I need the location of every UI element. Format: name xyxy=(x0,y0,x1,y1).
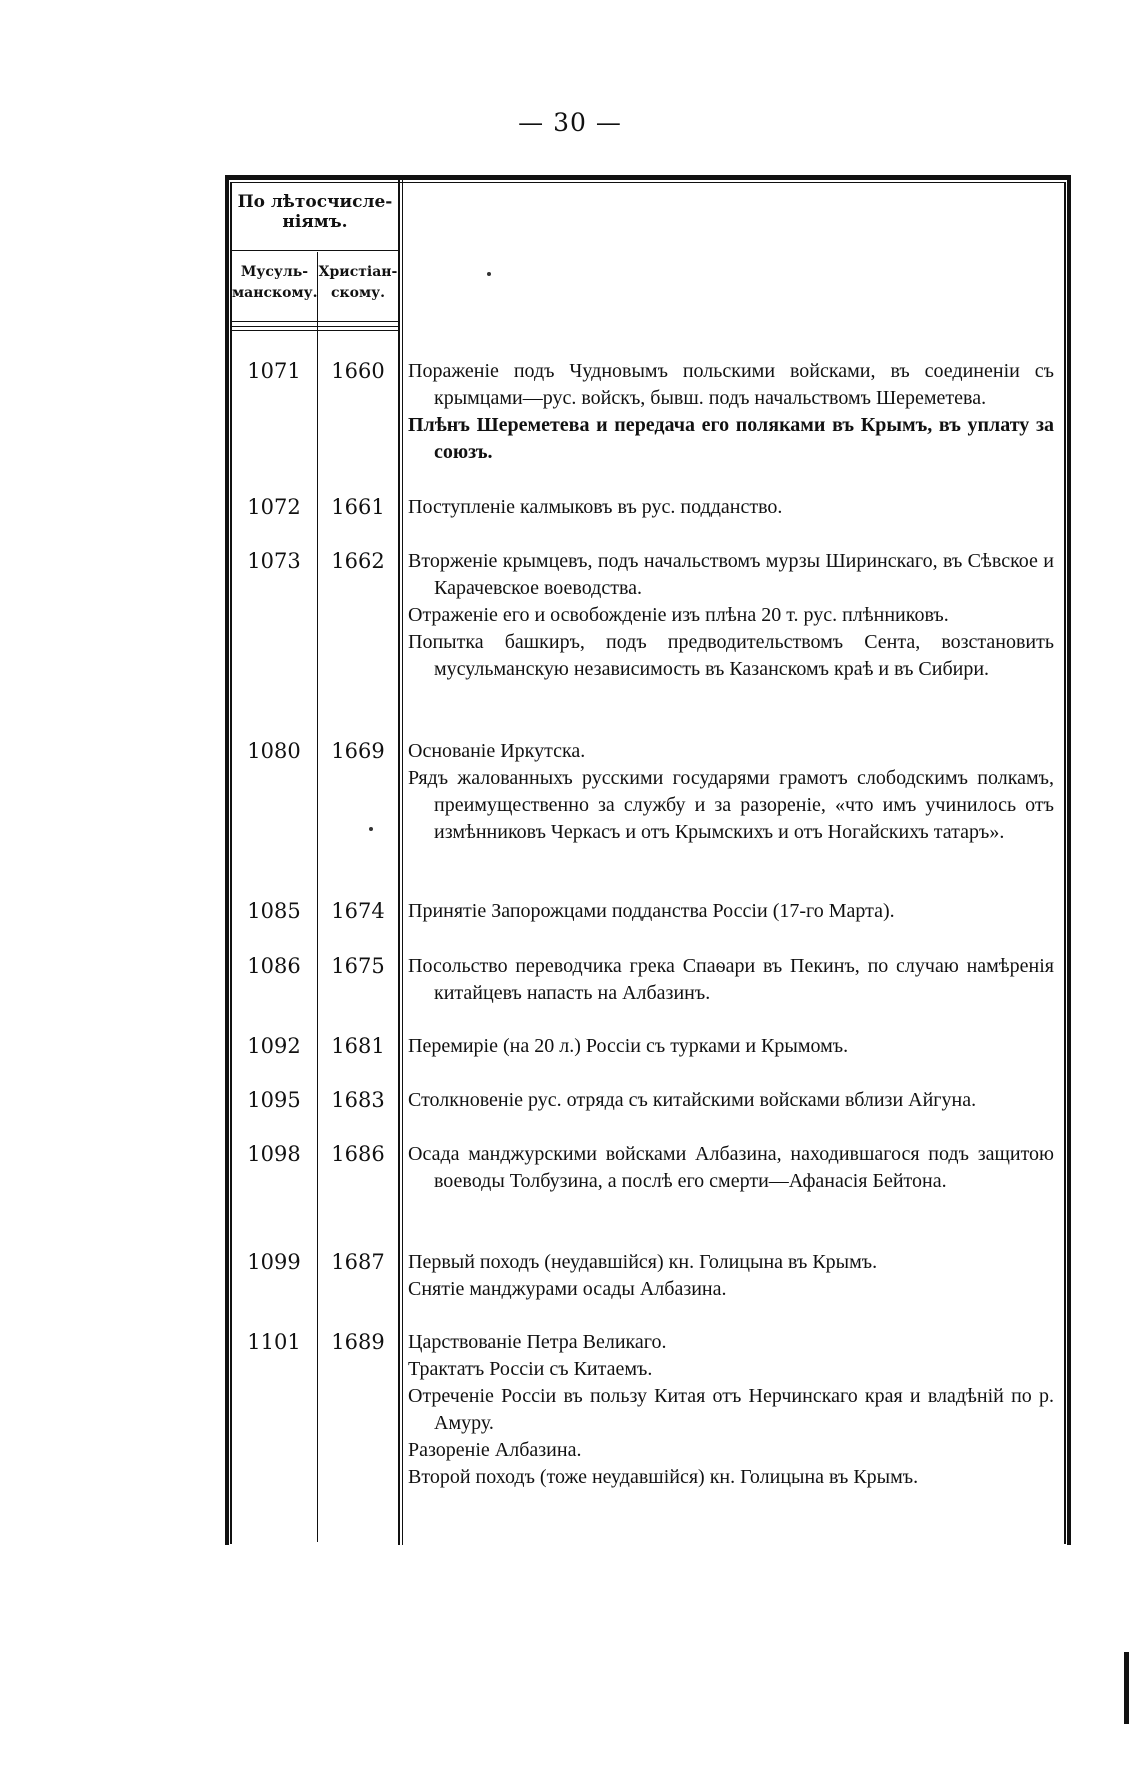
event-entry: Трактатъ Россіи съ Китаемъ. xyxy=(408,1358,653,1380)
year-christian: 1675 xyxy=(331,954,385,978)
event-list xyxy=(408,738,1054,846)
event-list xyxy=(408,1249,1054,1303)
event-entry: Плѣнъ Шереметева и передача его поляками въ Крымъ, въ уплату за союзъ. xyxy=(408,414,1054,463)
event-entry: Первый походъ (неудавшійся) кн. Голицына въ Крымъ. xyxy=(408,1251,878,1273)
event-list xyxy=(408,548,1054,683)
year-muslim: 1101 xyxy=(247,1330,301,1354)
year-christian: 1681 xyxy=(331,1034,385,1058)
year-muslim: 1092 xyxy=(247,1034,301,1058)
column-divider-years-events xyxy=(398,180,400,1545)
frame-inner-left-line xyxy=(230,182,232,1544)
year-muslim: 1072 xyxy=(247,495,301,519)
event-entry: Посольство переводчика грека Спаѳари въ Пекинъ, по случаю намѣренія китайцевъ напасть на Албазинъ. xyxy=(408,955,1054,1004)
header-rule-bottom-1 xyxy=(232,321,398,322)
event-entry: Отреченіе Россіи въ пользу Китая отъ Нерчинскаго края и владѣній по р. Амуру. xyxy=(408,1385,1054,1434)
header-rule-top xyxy=(232,250,398,251)
event-entry: Основаніе Иркутска. xyxy=(408,740,586,762)
event-entry: Рядъ жалованныхъ русскими государями грамотъ слободскимъ полкамъ, преимущественно за службу и за разореніе, «что имъ учинилось отъ измѣнниковъ Черкасъ и отъ Крымскихъ и отъ Ногайскихъ татаръ». xyxy=(408,767,1054,843)
year-christian: 1674 xyxy=(331,899,385,923)
year-christian: 1689 xyxy=(331,1330,385,1354)
event-entry: Попытка башкиръ, подъ предводительствомъ Сента, возстановить мусульманскую независимость въ Казанскомъ краѣ и въ Сибири. xyxy=(408,631,1054,680)
scan-speck xyxy=(369,827,373,831)
event-entry: Поступленіе калмыковъ въ рус. подданство. xyxy=(408,496,783,518)
frame-inner-top-line xyxy=(230,182,1066,183)
event-list xyxy=(408,898,1054,925)
year-christian: 1669 xyxy=(331,739,385,763)
event-entry: Вторженіе крымцевъ, подъ начальствомъ мурзы Ширинскаго, въ Сѣвское и Карачевское воеводства. xyxy=(408,550,1054,599)
event-entry: Царствованіе Петра Великаго. xyxy=(408,1331,667,1353)
scan-speck xyxy=(487,272,491,276)
header-muslim-calendar: Мусуль-манскому. xyxy=(232,264,318,301)
header-rule-bottom-2 xyxy=(232,326,398,327)
event-list xyxy=(408,358,1054,466)
page-number: — 30 — xyxy=(518,108,622,137)
event-list xyxy=(408,1087,1054,1114)
year-christian: 1687 xyxy=(331,1250,385,1274)
year-christian: 1683 xyxy=(331,1088,385,1112)
year-muslim: 1071 xyxy=(247,359,301,383)
event-entry: Разореніе Албазина. xyxy=(408,1439,582,1461)
column-divider-years-events-inner xyxy=(402,180,403,1545)
year-muslim: 1085 xyxy=(247,899,301,923)
year-muslim: 1086 xyxy=(247,954,301,978)
year-muslim: 1099 xyxy=(247,1250,301,1274)
year-christian: 1660 xyxy=(331,359,385,383)
frame-inner-right-line xyxy=(1064,182,1066,1544)
header-christian-calendar: Христіан-скому. xyxy=(318,264,398,301)
header-chronology-group: По лѣтосчисле-ніямъ. xyxy=(237,192,393,232)
year-christian: 1686 xyxy=(331,1142,385,1166)
event-entry: Принятіе Запорожцами подданства Россіи (17-го Марта). xyxy=(408,900,895,922)
event-list xyxy=(408,494,1054,521)
event-entry: Перемиріе (на 20 л.) Россіи съ турками и Крымомъ. xyxy=(408,1035,849,1057)
year-christian: 1662 xyxy=(331,549,385,573)
event-list xyxy=(408,1033,1054,1060)
event-entry: Второй походъ (тоже неудавшійся) кн. Голицына въ Крымъ. xyxy=(408,1466,919,1488)
event-entry: Столкновеніе рус. отряда съ китайскими войсками вблизи Айгуна. xyxy=(408,1089,977,1111)
event-list xyxy=(408,953,1054,1007)
event-entry: Пораженіе подъ Чудновымъ польскими войсками, въ соединеніи съ крымцами—рус. войскъ, бывш. подъ начальствомъ Шереметева. xyxy=(408,360,1054,409)
scan-margin-mark xyxy=(1124,1652,1129,1724)
event-list xyxy=(408,1329,1054,1491)
event-entry: Отраженіе его и освобожденіе изъ плѣна 20 т. рус. плѣнниковъ. xyxy=(408,604,949,626)
year-muslim: 1098 xyxy=(247,1142,301,1166)
event-entry: Снятіе манджурами осады Албазина. xyxy=(408,1278,727,1300)
year-muslim: 1073 xyxy=(247,549,301,573)
event-list xyxy=(408,1141,1054,1195)
event-entry: Осада манджурскими войсками Албазина, находившагося подъ защитою воеводы Толбузина, а послѣ его смерти—Афанасія Бейтона. xyxy=(408,1143,1054,1192)
year-muslim: 1080 xyxy=(247,739,301,763)
header-rule-bottom-3 xyxy=(232,330,398,331)
year-muslim: 1095 xyxy=(247,1088,301,1112)
year-christian: 1661 xyxy=(331,495,385,519)
